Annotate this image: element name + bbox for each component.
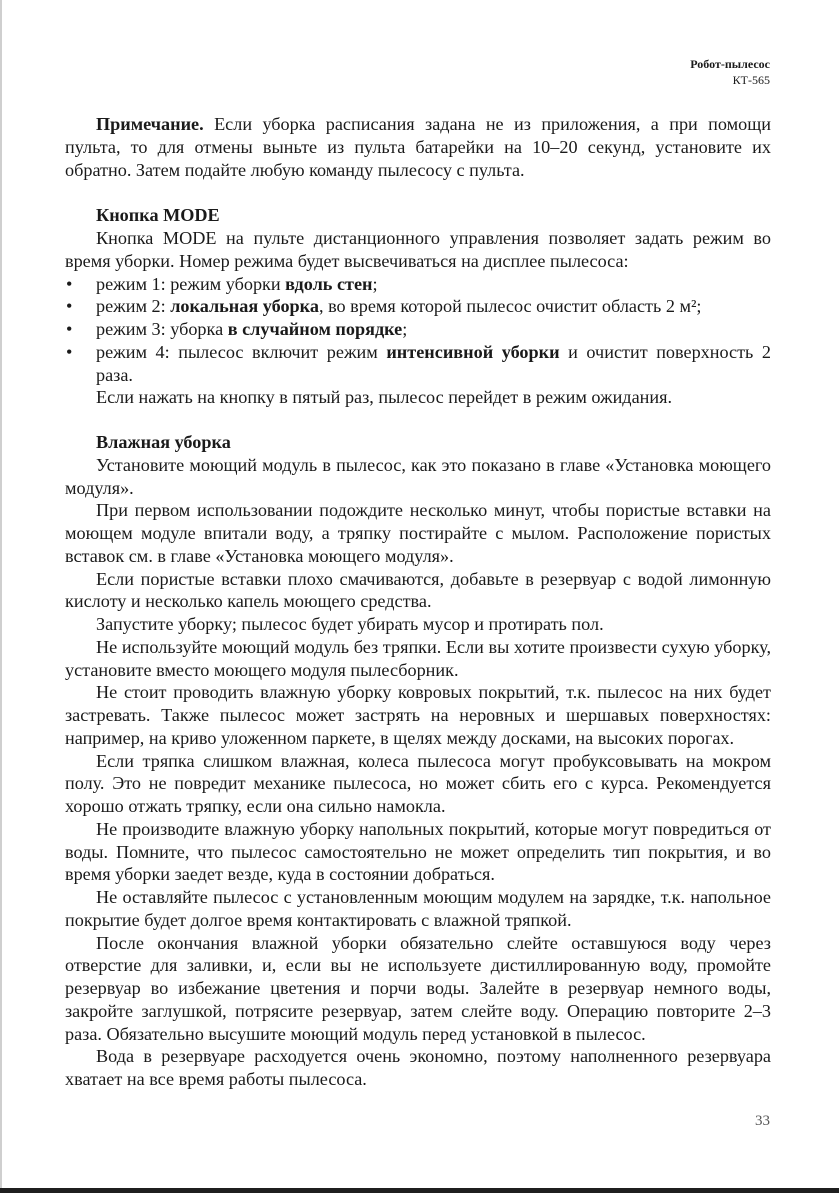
wet-paragraph: Не используйте моющий модуль без тряпки. Если вы хотите произвести сухую уборку, установите вместо моющего модуля пылесборник. — [65, 636, 771, 680]
page-edge — [0, 0, 2, 1193]
bottom-border — [0, 1188, 839, 1193]
page-body — [65, 113, 771, 1091]
running-header — [690, 56, 770, 88]
mode-list-item: • режим 4: пылесос включит режим интенсивной уборки и очистит поверхность 2 раза. — [66, 341, 771, 385]
mode-section-heading: Кнопка MODE — [96, 205, 220, 226]
wet-section-heading: Влажная уборка — [96, 432, 231, 452]
wet-paragraph: Не оставляйте пылесос с установленным моющим модулем на зарядке, т.к. напольное покрытие будет долгое время контактировать с влажной тряпкой. — [65, 887, 771, 930]
mode-intro-paragraph: Кнопка MODE на пульте дистанционного управления позволяет задать режим во время уборки. Номер режима будет высвечиваться на дисплее пылесоса: — [65, 228, 771, 271]
wet-paragraph: Вода в резервуаре расходуется очень экономно, поэтому наполненного резервуара хватает на все время работы пылесоса. — [65, 1046, 771, 1089]
mode-list-item: • режим 3: уборка в случайном порядке; — [66, 319, 408, 339]
mode-list-item: • режим 1: режим уборки вдоль стен; — [66, 273, 378, 294]
wet-paragraph: Если пористые вставки плохо смачиваются, добавьте в резервуар с водой лимонную кислоту и несколько капель моющего средства. — [65, 568, 771, 612]
header-product-name: Робот-пылесос — [690, 57, 770, 71]
wet-paragraph: Не стоит проводить влажную уборку ковровых покрытий, т.к. пылесос на них будет застревать. Также пылесос может застрять на неровных и шершавых поверхностях: например, на криво уложенном паркете, в щелях между досками, на высоких порогах. — [65, 682, 771, 748]
page-number: 33 — [755, 1113, 770, 1129]
wet-paragraph: Запустите уборку; пылесос будет убирать мусор и протирать пол. — [96, 614, 604, 634]
note-label: Примечание. — [96, 114, 204, 134]
wet-paragraph: Установите моющий модуль в пылесос, как это показано в главе «Установка моющего модуля». — [65, 454, 771, 498]
wet-paragraph: Не производите влажную уборку напольных покрытий, которые могут повредиться от воды. Помните, что пылесос самостоятельно не может определить тип покрытия, и во время уборки заедет везде, куда в состоянии добраться. — [65, 818, 771, 885]
note-paragraph — [65, 113, 771, 181]
wet-paragraph: При первом использовании подождите несколько минут, чтобы пористые вставки на моющем модуле впитали воду, а тряпку постирайте с мылом. Расположение пористых вставок см. в главе «Установка моющего модуля». — [65, 500, 771, 566]
bullet-marker: • — [66, 319, 73, 339]
mode-list-item: • режим 2: локальная уборка, во время которой пылесос очистит область 2 м²; — [66, 296, 702, 317]
bullet-marker: • — [66, 296, 73, 317]
header-model-code: КТ-565 — [732, 73, 770, 87]
bullet-marker: • — [66, 341, 73, 362]
wet-paragraph: Если тряпка слишком влажная, колеса пылесоса могут пробуксовывать на мокром полу. Это не повредит механике пылесоса, но может сбить его с курса. Рекомендуется хорошо отжать тряпку, если она сильно намокла. — [65, 750, 771, 816]
note-text: Если уборка расписания задана не из приложения, а при помощи пульта, то для отмены выньте из пульта батарейки на 10–20 секунд, установите их обратно. Затем подайте любую команду пылесосу с пульта. — [65, 114, 771, 180]
wet-paragraph: После окончания влажной уборки обязательно слейте оставшуюся воду через отверстие для заливки, и, если вы не используете дистиллированную воду, промойте резервуар во избежание цветения и порчи воды. Залейте в резервуар немного воды, закройте заглушкой, потрясите резервуар, затем слейте воду. Операцию повторите 2–3 раза. Обязательно высушите моющий модуль перед установкой в пылесос. — [65, 932, 771, 1044]
mode-outro-paragraph: Если нажать на кнопку в пятый раз, пылесос перейдет в режим ожидания. — [96, 387, 673, 408]
mode-list — [65, 273, 771, 387]
bullet-marker: • — [66, 273, 73, 294]
